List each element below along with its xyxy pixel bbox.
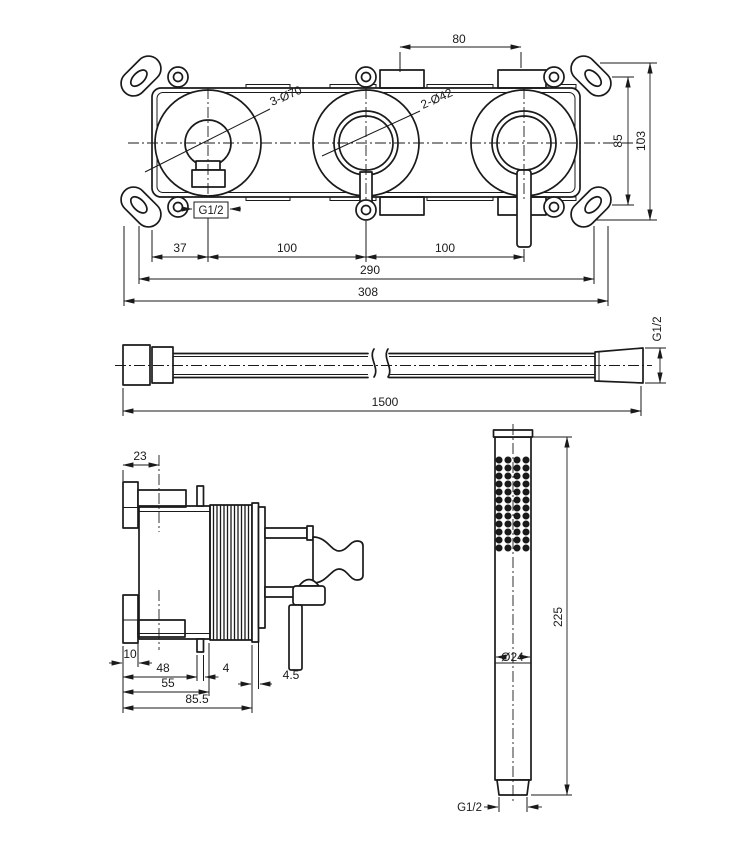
dim-hose-length: 1500 — [371, 395, 399, 409]
mounting-ear — [116, 182, 166, 232]
dim-knob-spacing-right: 100 — [434, 241, 456, 255]
hand-shower-view — [457, 424, 572, 814]
pipe-tab — [380, 197, 424, 215]
dim-trim-thickness: 4.5 — [282, 668, 300, 682]
dim-plate-thickness: 10 — [123, 647, 137, 661]
handle-stem — [265, 528, 307, 538]
dim-shower-diameter: Ø24 — [501, 650, 524, 664]
mounting-screw — [138, 620, 185, 637]
pipe-tab — [380, 70, 424, 88]
dim-knob-spacing-left: 100 — [276, 241, 298, 255]
pipe-tab — [498, 70, 546, 88]
dim-trim-diameters: 2-Ø42 — [418, 85, 455, 112]
mounting-ear — [566, 51, 616, 101]
mounting-ear — [566, 182, 616, 232]
dim-left-offset: 37 — [173, 241, 187, 255]
valve-side-view — [109, 449, 363, 713]
valve-lever — [517, 170, 531, 247]
dim-depth-to-pin: 48 — [156, 661, 170, 675]
dim-overall-depth: 85.5 — [185, 692, 209, 706]
lever-pivot — [293, 586, 325, 605]
mounting-ear — [116, 51, 166, 101]
dim-port-span: 80 — [452, 32, 466, 46]
hose-nut — [123, 345, 150, 385]
valve-front-view — [116, 32, 657, 306]
wall-plate — [123, 595, 138, 643]
lever-handle — [289, 605, 302, 670]
valve-body-side — [139, 506, 210, 639]
dim-knob-diameters: 3-Ø70 — [267, 82, 304, 109]
trim-plate — [259, 507, 266, 628]
wall-plate — [123, 482, 138, 528]
trim-plate — [252, 503, 259, 642]
dim-outlet-thread: G1/2 — [198, 205, 224, 217]
dim-hose-thread: G1/2 — [652, 316, 664, 342]
dim-hole-spacing-v: 85 — [611, 134, 625, 148]
dim-plate-offset: 23 — [133, 449, 147, 463]
dim-pin-width: 4 — [222, 661, 230, 675]
alignment-pin — [197, 486, 204, 506]
alignment-pin — [197, 639, 204, 652]
dim-body-width: 290 — [359, 263, 381, 277]
dim-depth-to-ribs: 55 — [161, 676, 175, 690]
mounting-screw — [138, 490, 186, 507]
hose-view — [115, 317, 666, 416]
knob-handle-profile — [313, 537, 363, 583]
hose-nut — [152, 347, 173, 383]
dim-shower-length: 225 — [551, 606, 565, 628]
dim-plate-height: 103 — [634, 130, 648, 152]
break-line — [372, 349, 375, 377]
dim-overall-width: 308 — [357, 285, 379, 299]
dim-shower-thread: G1/2 — [457, 802, 482, 814]
